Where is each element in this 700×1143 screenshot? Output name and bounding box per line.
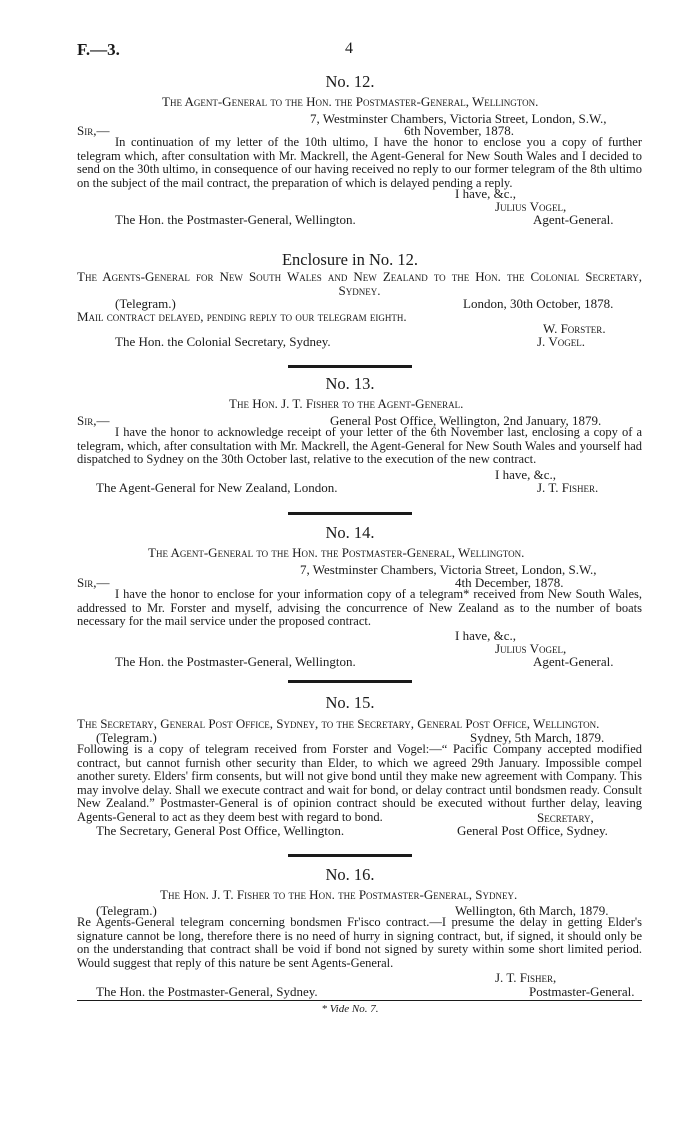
doc-14-addressee: The Hon. the Postmaster-General, Wellington. <box>115 654 356 669</box>
doc-12-address: 7, Westminster Chambers, Victoria Street, London, S.W., <box>310 111 607 126</box>
doc-15-signer-org: General Post Office, Sydney. <box>457 823 608 838</box>
doc-16-body: Re Agents-General telegram concerning bondsmen Fr'isco contract.—I presume the delay in getting Elder's signature cannot be long, therefore there is no need of hurry in signing contract, but, if signed, it should only be on the understanding that contract shall be void if bond not signed by surety within some short limited period. Would suggest that reply of this nature be sent Agents-General. <box>77 915 642 970</box>
enclosure-12-addressee: The Hon. the Colonial Secretary, Sydney. <box>115 334 331 349</box>
doc-15-place-date: Sydney, 5th March, 1879. <box>470 730 605 745</box>
doc-15-telegram: (Telegram.) <box>96 730 157 745</box>
doc-15-signer: Secretary, <box>537 810 594 825</box>
enclosure-12-place-date: London, 30th October, 1878. <box>463 296 614 311</box>
enclosure-12-body: Mail contract delayed, pending reply to our telegram eighth. <box>77 309 407 324</box>
doc-12-title: Agent-General. <box>533 212 614 227</box>
footnote: * Vide No. 7. <box>321 1003 379 1015</box>
section-divider <box>288 365 412 368</box>
doc-16-number: No. 16. <box>325 865 375 884</box>
doc-13-closing: I have, &c., <box>495 467 557 482</box>
doc-14-address: 7, Westminster Chambers, Victoria Street, London, S.W., <box>300 562 597 577</box>
doc-14-number: No. 14. <box>325 523 375 542</box>
doc-12-number: No. 12. <box>325 72 375 91</box>
enclosure-12-signer-1: W. Forster. <box>543 321 606 336</box>
doc-15-body: Following is a copy of telegram received from Forster and Vogel:—“ Pacific Company accepted modified contract, but cannot furnish other security than Elder, to which we agreed 29th January. Impossible compel another surety. Elders' firm consents, but will not give bond until they make new agreement with Company. This may involve delay. Shall we execute contract and wait for bond, or delay contract until bondsmen ready. Consult New Zealand.” Postmaster-General is of opinion contract should be executed without further delay, leaving Agents-General to act as they deem best with regard to bond. <box>77 742 642 824</box>
doc-16-addressee: The Hon. the Postmaster-General, Sydney. <box>96 984 318 999</box>
footnote-rule <box>77 1000 642 1001</box>
doc-13-address-date: General Post Office, Wellington, 2nd January, 1879. <box>330 413 602 428</box>
page-ref: F.—3. <box>77 40 120 59</box>
doc-16-telegram: (Telegram.) <box>96 903 157 918</box>
doc-16-place-date: Wellington, 6th March, 1879. <box>455 903 609 918</box>
doc-13-signer: J. T. Fisher. <box>537 480 599 495</box>
doc-12-signer: Julius Vogel, <box>495 199 567 214</box>
section-divider <box>288 680 412 683</box>
doc-13-body: I have the honor to acknowledge receipt of your letter of the 6th November last, enclosing a copy of a telegram, which, after consultation with Mr. Mackrell, the Agent-General for New South Wales and yourself had dispatched to Sydney on the 30th October last, relative to the execution of the new contract. <box>77 425 642 466</box>
enclosure-12-telegram: (Telegram.) <box>115 296 176 311</box>
doc-14-signer: Julius Vogel, <box>495 641 567 656</box>
enclosure-12-signer-2: J. Vogel. <box>537 334 585 349</box>
doc-15-number: No. 15. <box>325 693 375 712</box>
doc-13-addressee: The Agent-General for New Zealand, London. <box>96 480 338 495</box>
page-number: 4 <box>345 40 353 57</box>
doc-15-from-to: The Secretary, General Post Office, Sydney, to the Secretary, General Post Office, Wellington. <box>77 716 600 731</box>
doc-14-salutation: Sir,— <box>77 575 110 590</box>
doc-15-addressee: The Secretary, General Post Office, Wellington. <box>96 823 345 838</box>
doc-12-date: 6th November, 1878. <box>404 123 514 138</box>
doc-12-closing: I have, &c., <box>455 186 517 201</box>
section-divider <box>288 512 412 515</box>
doc-12-body: In continuation of my letter of the 10th ultimo, I have the honor to enclose you a copy of further telegram which, after consultation with Mr. Mackrell, the Agent-General for New South Wales and I decided to send on the 30th ultimo, in consequence of our having received no reply to our former telegram of the 8th ultimo on the subject of the mail contract, the preparation of which is delayed pending a reply. <box>77 135 642 190</box>
enclosure-12-from-to: The Agents-General for New South Wales and New Zealand to the Hon. the Colonial Secretary, Sydney. <box>77 269 642 298</box>
section-divider <box>288 854 412 857</box>
doc-14-closing: I have, &c., <box>455 628 517 643</box>
doc-16-signer: J. T. Fisher, <box>495 970 557 985</box>
doc-12-from-to: The Agent-General to the Hon. the Postmaster-General, Wellington. <box>162 94 539 109</box>
enclosure-12-heading: Enclosure in No. 12. <box>281 250 419 269</box>
doc-13-salutation: Sir,— <box>77 413 110 428</box>
doc-14-body: I have the honor to enclose for your information copy of a telegram* received from New South Wales, addressed to Mr. Forster and myself, advising the concurrence of New Zealand as to the number of boats necessary for the mail service under the proposed contract. <box>77 587 642 628</box>
doc-16-from-to: The Hon. J. T. Fisher to the Hon. the Postmaster-General, Sydney. <box>160 887 518 902</box>
doc-14-from-to: The Agent-General to the Hon. the Postmaster-General, Wellington. <box>148 545 525 560</box>
doc-14-title: Agent-General. <box>533 654 614 669</box>
doc-13-number: No. 13. <box>325 374 375 393</box>
doc-12-addressee: The Hon. the Postmaster-General, Wellington. <box>115 212 356 227</box>
doc-16-title: Postmaster-General. <box>529 984 635 999</box>
doc-13-from-to: The Hon. J. T. Fisher to the Agent-General. <box>229 396 464 411</box>
doc-14-date: 4th December, 1878. <box>455 575 564 590</box>
doc-12-salutation: Sir,— <box>77 123 110 138</box>
